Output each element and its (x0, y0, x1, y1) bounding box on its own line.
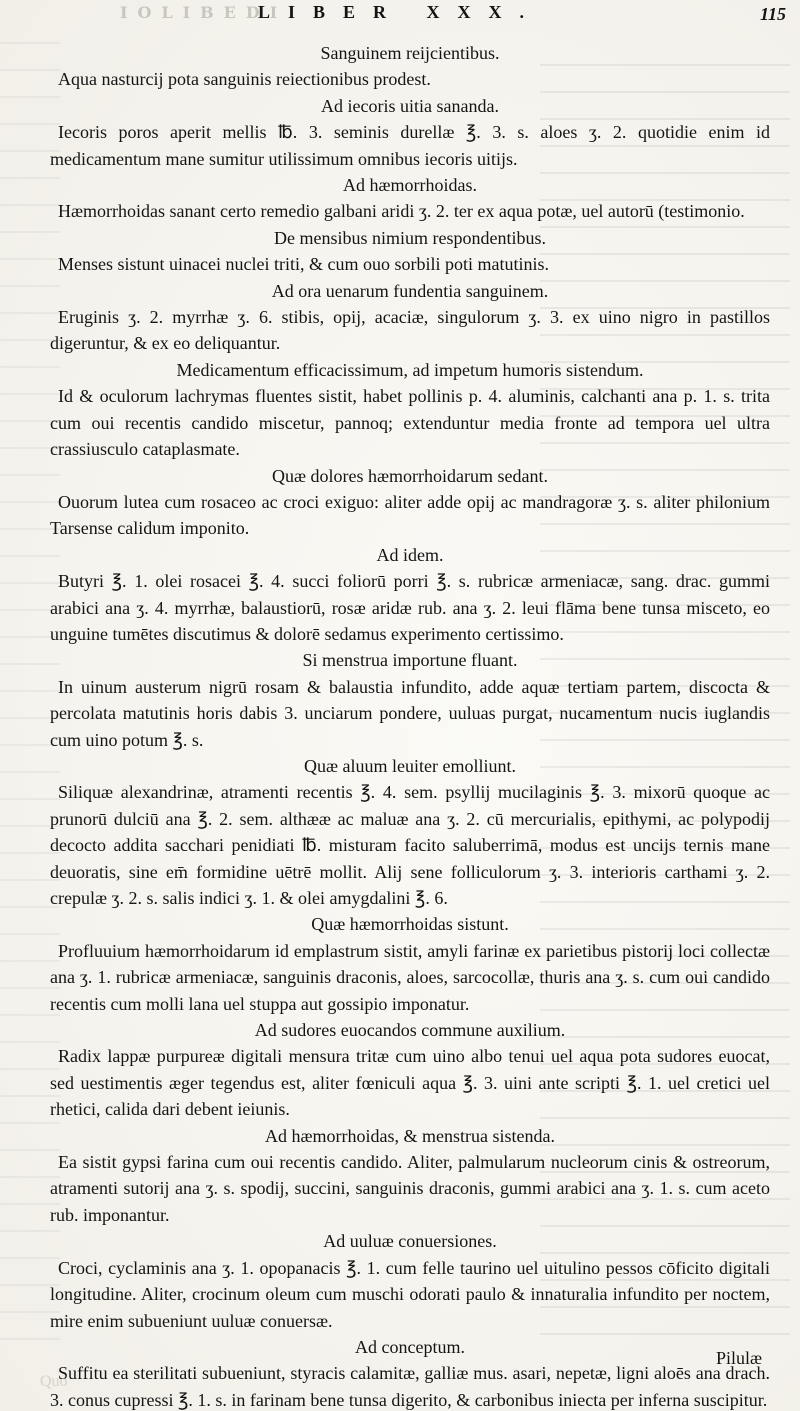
section-body: Ea sistit gypsi farina cum oui recentis candido. Aliter, palmularum nucleorum cinis & ostreorum, atramenti sutorij ana ʒ. s. spodij, succini, sanguinis draconis, gummi arabici ana ʒ. 1. s. cum aceto rub. imponantur. (50, 1152, 770, 1225)
section-heading: Ad ora uenarum fundentia sanguinem. (271, 280, 549, 301)
section-heading: Si menstrua importune fluant. (302, 650, 518, 671)
section-heading: Quæ hæmorrhoidas sistunt. (311, 914, 509, 935)
section-heading: Quæ dolores hæmorrhoidarum sedant. (272, 465, 548, 486)
section-heading: Sanguinem reijcientibus. (320, 43, 500, 63)
section-body: Id & oculorum lachrymas fluentes sistit, habet pollinis p. 4. aluminis, calchanti ana p. 1. s. trita cum oui recentis candido miscetur, pannoq; extenduntur media fronte ad tempora uel ultra crassiusculo cataplasmate. (50, 386, 770, 460)
section-heading: Ad iecoris uitia sananda. (321, 95, 499, 116)
section-heading: Ad conceptum. (355, 1336, 465, 1357)
bottom-bleed-text: Quo (40, 1373, 68, 1390)
section-body: Butyri ℥. 1. olei rosacei ℥. 4. succi foliorū porri ℥. s. rubricæ armeniacæ, sang. drac. gummi arabici ana ʒ. 4. myrrhæ, balaustiorū, rosæ aridæ rub. ana ʒ. 2. leui flāma bene tunsa misceto, eo unguine tumētes discutimus & dolorē sedamus experimento certissimo. (50, 571, 770, 644)
section-body: Menses sistunt uinacei nuclei triti, & cum ouo sorbili poti matutinis. (58, 254, 549, 275)
section-body: In uinum austerum nigrū rosam & balaustia infundito, adde aquæ tertiam partem, discocta & percolata matutinis horis dabis 3. unciarum pondere, uuluas purgat, nucamentum nucis iuglandis cum uino potum ℥. s. (50, 676, 770, 750)
header-bleed-text: IOLIBEDI (120, 3, 288, 22)
page-header (0, 0, 800, 38)
section-body: Eruginis ʒ. 2. myrrhæ ʒ. 6. stibis, opij, acaciæ, singulorum ʒ. 3. ex uino nigro in pastillos digeruntur, & ex eo deliquantur. (50, 307, 770, 354)
section-heading: Medicamentum efficacissimum, ad impetum humoris sistendum. (176, 359, 644, 380)
section-heading: Ad uuluæ conuersiones. (323, 1231, 497, 1252)
section-body: Siliquæ alexandrinæ, atramenti recentis ℥. 4. sem. psyllij mucilaginis ℥. 3. mixorū quoque ac prunorū dulciū ana ℥. 2. sem. althææ ac maluæ ana ʒ. 2. cū mercurialis, epithymi, ac polypodij decocto addita sacchari penidiati ℔. misturam facito saluberrimā, modus est uncijs ternis mane deuoratis, sine em̄ formidine uētrē mollit. Alij sene folliculorum ʒ. 3. interioris carthami ʒ. 2. crepulæ ʒ. 2. s. salis indici ʒ. 1. & olei amygdalini ℥. 6. (50, 782, 770, 908)
section-body: Suffitu ea sterilitati subueniunt, styracis calamitæ, galliæ mus. asari, nepetæ, ligni aloēs ana drach. 3. conus cupressi ℥. 1. s. in farinam bene tunsa digerito, & carbonibus iniecta per inferna suscipitur. (50, 1363, 770, 1410)
section-body: Ouorum lutea cum rosaceo ac croci exiguo: aliter adde opij ac mandragoræ ʒ. s. aliter philonium Tarsense calidum imponito. (50, 491, 770, 539)
section-heading: Quæ aluum leuiter emolliunt. (304, 755, 516, 776)
section-heading: Ad idem. (376, 544, 444, 565)
section-body: Radix lappæ purpureæ digitali mensura tritæ cum uino albo tenui uel aqua pota sudores euocat, sed uestimentis æger tegendus est, aliter fœniculi aqua ℥. 3. uini ante scripti ℥. 1. uel cretici uel rhetici, calida dari debent ieiunis. (50, 1046, 770, 1120)
section-body: Iecoris poros aperit mellis ℔. 3. seminis durellæ ℥. 3. s. aloes ʒ. 2. quotidie enim id medicamentum mane sumitur utilissimum omnibus iecoris uitijs. (50, 122, 770, 169)
section-heading: Ad sudores euocandos commune auxilium. (254, 1020, 566, 1041)
page-number: 115 (759, 4, 786, 24)
running-title: LIBER XXX. (257, 2, 543, 22)
section-body: Profluuium hæmorrhoidarum id emplastrum sistit, amyli farinæ ex parietibus pistorij loci collectæ ana ʒ. 1. rubricæ armeniacæ, sanguinis draconis, aloes, sarcocollæ, thuris ana ʒ. s. cum oui candido recentis cum molli lana uel stuppa aut gossipio imponatur. (50, 940, 770, 1014)
section-body: Croci, cyclaminis ana ʒ. 1. opopanacis ℥. 1. cum felle taurino uel uitulino pessos cōficito digitali longitudine. Aliter, crocinum oleum cum muschi odorati paulo & innaturalia infundito per noctem, mire enim subueniunt uuluæ conuersæ. (50, 1257, 770, 1331)
section-body: Hæmorrhoidas sanant certo remedio galbani aridi ʒ. 2. ter ex aqua potæ, uel autorū (testimonio. (58, 201, 745, 222)
section-heading: Ad hæmorrhoidas, & menstrua sistenda. (265, 1125, 555, 1146)
section-body: Aqua nasturcij pota sanguinis reiectionibus prodest. (58, 69, 431, 90)
section-heading: De mensibus nimium respondentibus. (274, 227, 546, 248)
section-heading: Ad hæmorrhoidas. (343, 175, 477, 196)
catchword: Pilulæ (715, 1348, 762, 1368)
page-text (50, 40, 770, 1411)
